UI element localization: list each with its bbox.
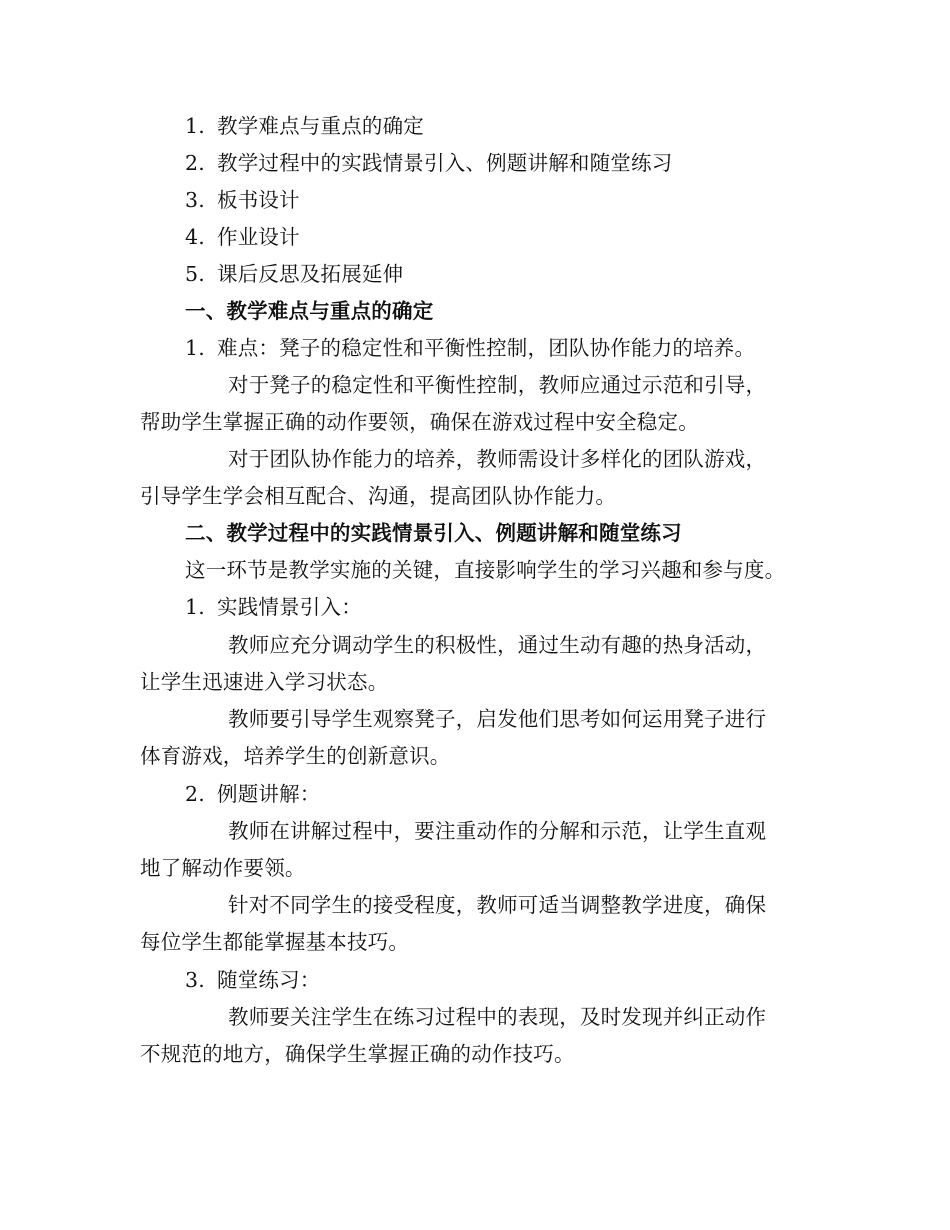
toc-item-number: 2. — [185, 151, 205, 175]
item-text: 例题讲解： — [217, 782, 321, 806]
toc-item-text: 板书设计 — [217, 188, 300, 212]
toc-item-text: 课后反思及拓展延伸 — [217, 262, 404, 286]
paragraph-line: 教师在讲解过程中，要注重动作的分解和示范，让学生直观 — [228, 819, 767, 843]
toc-item-1 — [185, 113, 424, 139]
toc-item-4 — [185, 224, 300, 250]
paragraph-line: 教师要关注学生在练习过程中的表现，及时发现并纠正动作 — [228, 1005, 767, 1029]
toc-item-5 — [185, 261, 403, 287]
toc-item-number: 4. — [185, 225, 205, 249]
paragraph-line: 体育游戏，培养学生的创新意识。 — [140, 744, 451, 768]
item-number: 1. — [185, 336, 205, 360]
section2-item-1 — [185, 594, 362, 620]
section2-intro: 这一环节是教学实施的关键，直接影响学生的学习兴趣和参与度。 — [185, 558, 786, 582]
toc-item-text: 教学难点与重点的确定 — [217, 114, 424, 138]
section1-item-1 — [185, 335, 755, 361]
paragraph-line: 对于团队协作能力的培养，教师需设计多样化的团队游戏， — [228, 447, 767, 471]
item-number: 2. — [185, 782, 205, 806]
paragraph-line: 帮助学生掌握正确的动作要领，确保在游戏过程中安全稳定。 — [140, 410, 699, 434]
paragraph-line: 教师要引导学生观察凳子，启发他们思考如何运用凳子进行 — [228, 707, 767, 731]
section-heading-2: 二、教学过程中的实践情景引入、例题讲解和随堂练习 — [185, 521, 682, 545]
paragraph-line: 不规范的地方，确保学生掌握正确的动作技巧。 — [140, 1042, 575, 1066]
toc-item-text: 作业设计 — [217, 225, 300, 249]
toc-item-text: 教学过程中的实践情景引入、例题讲解和随堂练习 — [217, 151, 673, 175]
paragraph-line: 对于凳子的稳定性和平衡性控制，教师应通过示范和引导， — [228, 373, 767, 397]
section-heading-1: 一、教学难点与重点的确定 — [185, 299, 434, 323]
paragraph-line: 让学生迅速进入学习状态。 — [140, 670, 389, 694]
item-text: 随堂练习： — [217, 968, 321, 992]
paragraph-line: 针对不同学生的接受程度，教师可适当调整教学进度，确保 — [228, 893, 767, 917]
paragraph-line: 教师应充分调动学生的积极性，通过生动有趣的热身活动， — [228, 633, 767, 657]
toc-item-2 — [185, 150, 672, 176]
toc-item-number: 5. — [185, 262, 205, 286]
item-number: 3. — [185, 968, 205, 992]
paragraph-line: 引导学生学会相互配合、沟通，提高团队协作能力。 — [140, 484, 617, 508]
item-text: 难点：凳子的稳定性和平衡性控制，团队协作能力的培养。 — [217, 336, 756, 360]
section2-item-3 — [185, 967, 321, 993]
paragraph-line: 地了解动作要领。 — [140, 856, 306, 880]
toc-item-number: 1. — [185, 114, 205, 138]
toc-item-number: 3. — [185, 188, 205, 212]
paragraph-line: 每位学生都能掌握基本技巧。 — [140, 930, 410, 954]
toc-item-3 — [185, 187, 300, 213]
item-text: 实践情景引入： — [217, 595, 362, 619]
section2-item-2 — [185, 781, 321, 807]
item-number: 1. — [185, 595, 205, 619]
